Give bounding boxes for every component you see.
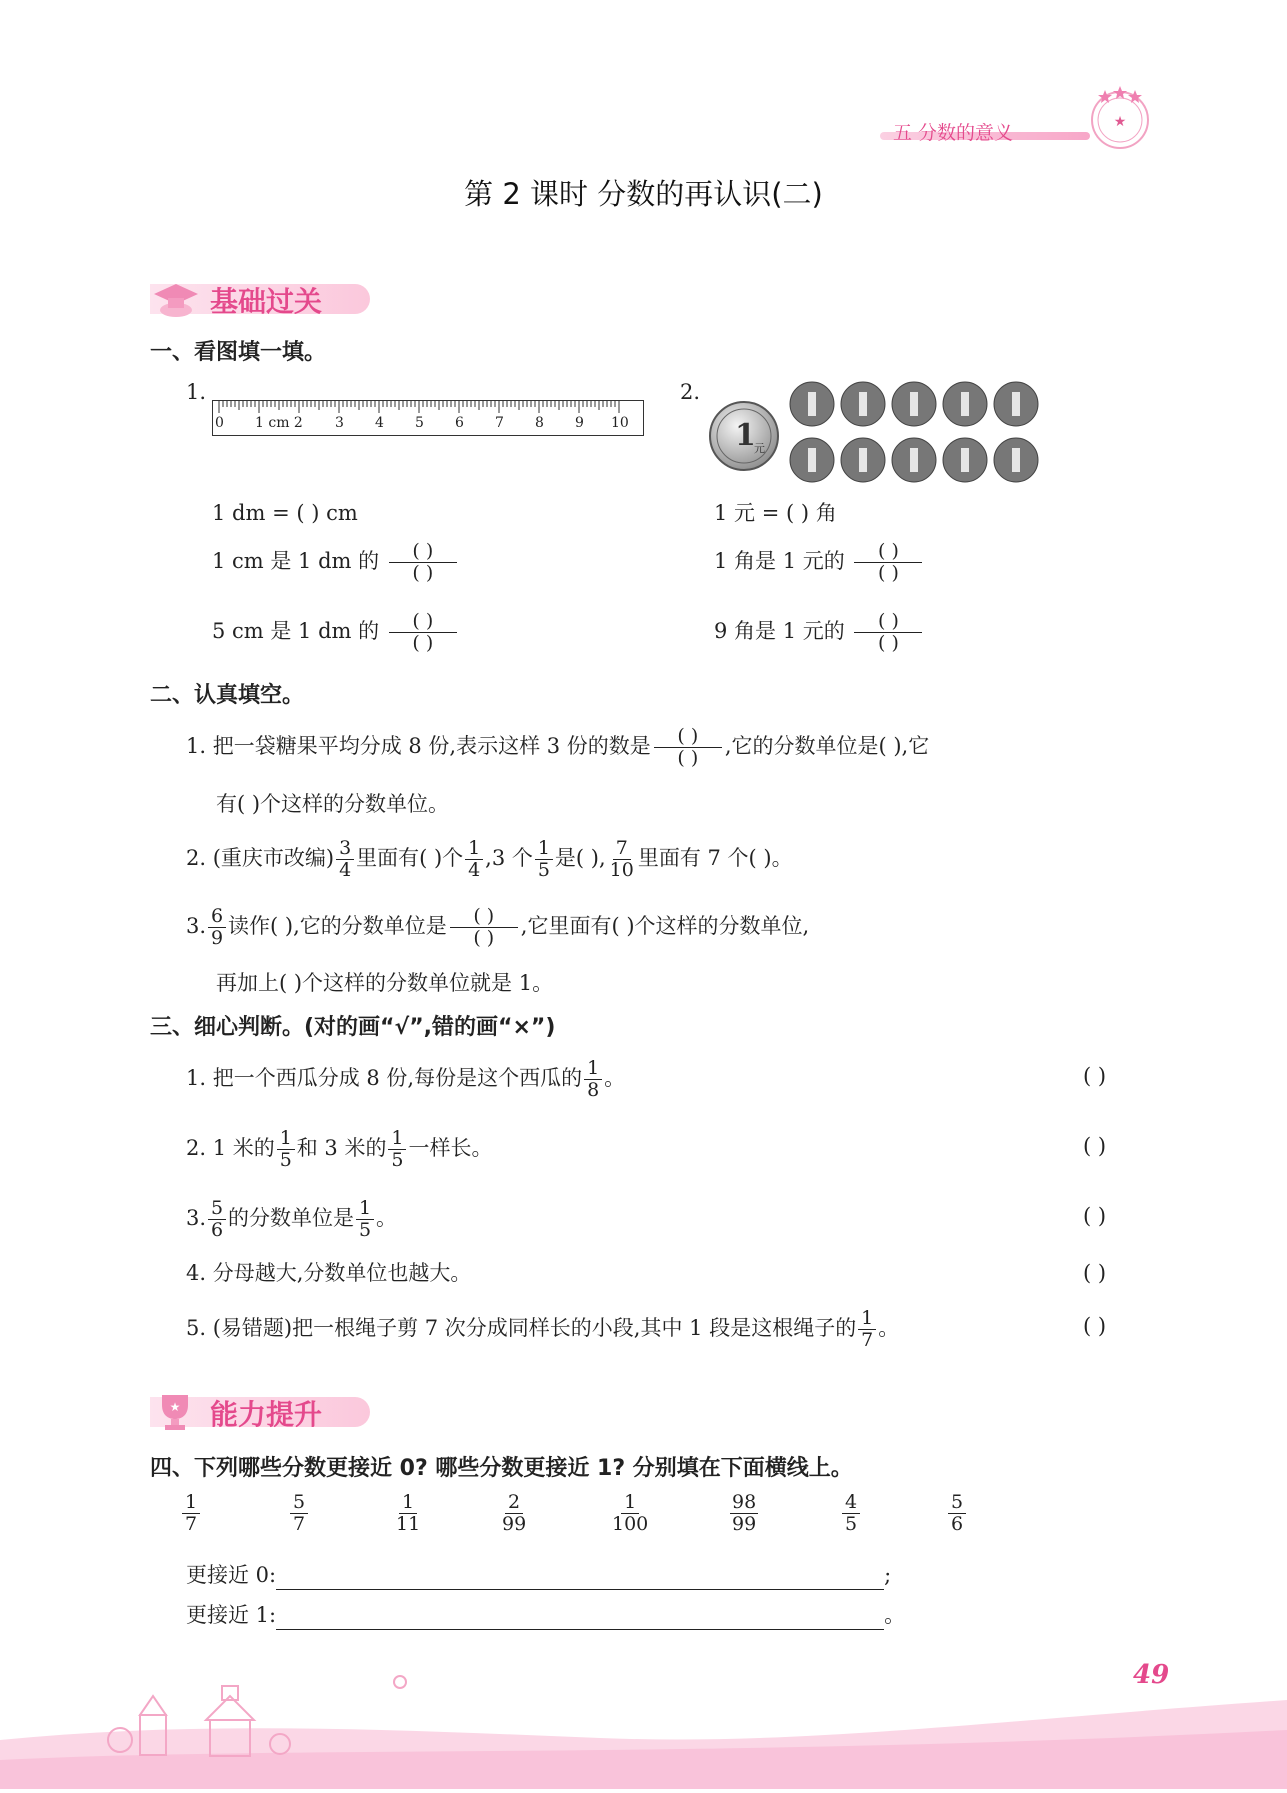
judge-answer-3[interactable]: ( ): [1083, 1204, 1107, 1228]
fraction: $\frac{1}{100}$: [612, 1491, 649, 1535]
coins-illustration: [708, 380, 1048, 490]
fraction: $\frac{1}{7}$: [182, 1492, 200, 1535]
stamp-logo: [1085, 82, 1155, 152]
basic-section-badge: 基础过关: [150, 276, 370, 320]
fraction: $\frac{5}{7}$: [290, 1492, 308, 1535]
q1-left-line1: 1 dm = ( ) cm: [212, 501, 358, 525]
judge-answer-5[interactable]: ( ): [1083, 1314, 1107, 1338]
q3-item5: 5. (易错题)把一根绳子剪 7 次分成同样长的小段,其中 1 段是这根绳子的 $\frac{1}{7}$ 。: [186, 1307, 900, 1351]
q2-item1-cont: 有( )个这样的分数单位。: [216, 792, 450, 816]
near-zero-line: 更接近 0: ;: [186, 1560, 891, 1590]
q1-right-line1: 1 元 = ( ) 角: [714, 501, 837, 525]
svg-text:★: ★: [1113, 114, 1127, 130]
q2-item2: 2. (重庆市改编) $\frac{3}{4}$ 里面有( )个 $\frac{1}{4}$ ,3 个 $\frac{1}{5}$ 是( ), $\frac{7}{10}$ 里面有 7 个( )。: [186, 837, 793, 881]
trophy-icon: [152, 1391, 198, 1433]
q1-left-line3: 5 cm 是 1 dm 的 $\frac{( )}{( )}$: [212, 611, 460, 654]
fraction: $\frac{5}{6}$: [948, 1492, 966, 1535]
page-title: 第 2 课时 分数的再认识(二): [464, 177, 823, 211]
q3-item2: 2. 1 米的 $\frac{1}{5}$ 和 3 米的 $\frac{1}{5}$ 一样长。: [186, 1127, 493, 1171]
page-number: 49: [1133, 1660, 1170, 1690]
q1-right-line3: 9 角是 1 元的 $\frac{( )}{( )}$: [714, 611, 925, 654]
q2-item3: 3. $\frac{6}{9}$ 读作( ),它的分数单位是 $\frac{( )}{( )}$ ,它里面有( )个这样的分数单位,: [186, 905, 810, 949]
ruler-label: 0: [215, 415, 224, 431]
near-zero-answer-line[interactable]: [276, 1567, 884, 1590]
answer-fraction-blank[interactable]: $\frac{( )}{( )}$: [654, 726, 722, 769]
judge-answer-4[interactable]: ( ): [1083, 1261, 1107, 1285]
q1-right-line2: 1 角是 1 元的 $\frac{( )}{( )}$: [714, 541, 925, 584]
graduation-cap-icon: [150, 280, 202, 320]
q3-item4: 4. 分母越大,分数单位也越大。: [186, 1261, 472, 1285]
fractions-row: [180, 1492, 1000, 1548]
ruler-label: 9: [575, 415, 584, 431]
ruler-label: 6: [455, 415, 464, 431]
q3-heading: 三、细心判断。(对的画“√”,错的画“×”): [150, 1015, 556, 1040]
ruler-label: 1 cm 2: [255, 415, 303, 431]
q2-item1: 1. 把一袋糖果平均分成 8 份,表示这样 3 份的数是 $\frac{( )}{( )}$ ,它的分数单位是( ),它: [186, 725, 930, 769]
q1-part1-number: 1.: [186, 380, 207, 404]
ruler: [212, 400, 644, 436]
q4-heading: 四、下列哪些分数更接近 0? 哪些分数更接近 1? 分别填在下面横线上。: [150, 1456, 853, 1481]
bottom-decoration: [0, 1660, 1287, 1789]
answer-fraction-blank[interactable]: $\frac{( )}{( )}$: [450, 906, 518, 949]
answer-fraction-blank[interactable]: $\frac{( )}{( )}$: [854, 611, 922, 654]
answer-fraction-blank[interactable]: $\frac{( )}{( )}$: [389, 611, 457, 654]
q2-heading: 二、认真填空。: [150, 683, 305, 708]
ruler-label: 10: [611, 415, 629, 431]
ruler-label: 7: [495, 415, 504, 431]
ruler-label: 3: [335, 415, 344, 431]
coin-value-label: 1: [735, 418, 756, 453]
near-one-line: 更接近 1: 。: [186, 1600, 905, 1630]
q1-left-line2: 1 cm 是 1 dm 的 $\frac{( )}{( )}$: [212, 541, 460, 584]
q3-item1: 1. 把一个西瓜分成 8 份,每份是这个西瓜的 $\frac{1}{8}$ 。: [186, 1057, 626, 1101]
judge-answer-1[interactable]: ( ): [1083, 1064, 1107, 1088]
fraction: $\frac{98}{99}$: [732, 1491, 757, 1535]
ruler-label: 8: [535, 415, 544, 431]
unit-label: 五 分数的意义: [893, 122, 1014, 144]
fraction: $\frac{2}{99}$: [502, 1491, 527, 1535]
svg-text:★: ★: [169, 1400, 181, 1414]
near-one-answer-line[interactable]: [276, 1607, 884, 1630]
answer-fraction-blank[interactable]: $\frac{( )}{( )}$: [389, 541, 457, 584]
answer-fraction-blank[interactable]: $\frac{( )}{( )}$: [854, 541, 922, 584]
fraction: $\frac{4}{5}$: [842, 1492, 860, 1535]
ruler-label: 5: [415, 415, 424, 431]
ability-section-badge: ★ 能力提升: [150, 1389, 370, 1433]
q2-item3-cont: 再加上( )个这样的分数单位就是 1。: [216, 971, 554, 995]
fraction: $\frac{1}{11}$: [396, 1491, 421, 1535]
q1-heading: 一、看图填一填。: [150, 340, 327, 365]
ruler-label: 4: [375, 415, 384, 431]
q3-item3: 3. $\frac{5}{6}$ 的分数单位是 $\frac{1}{5}$ 。: [186, 1197, 398, 1241]
q1-part2-number: 2.: [680, 380, 701, 404]
coin-unit-label: 元: [754, 442, 765, 455]
judge-answer-2[interactable]: ( ): [1083, 1134, 1107, 1158]
